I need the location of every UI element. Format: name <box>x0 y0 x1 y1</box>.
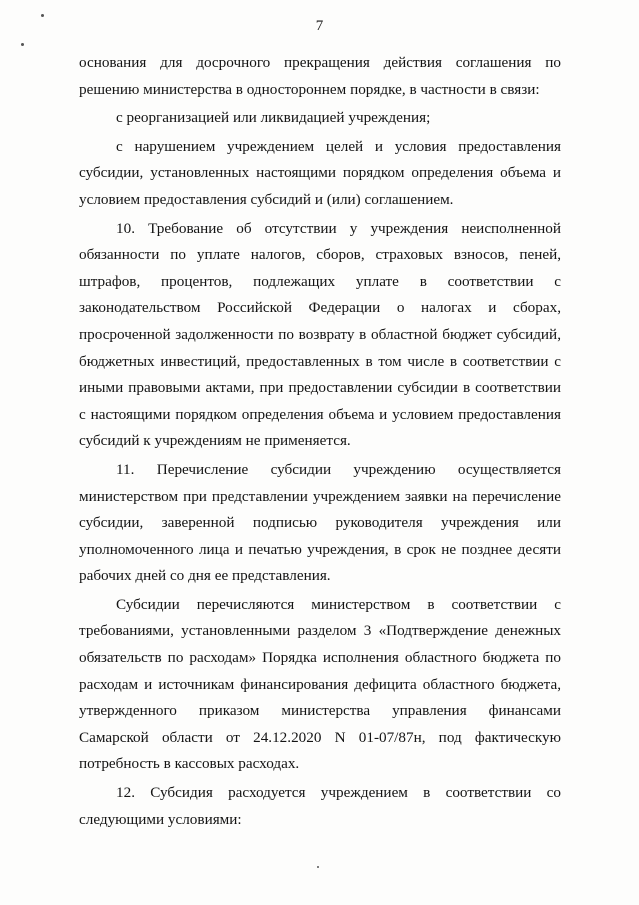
paragraph: 11. Перечисление субсидии учреждению осуществляется министерством при представлении учреждением заявки на перечисление субсидии, заверенной подписью руководителя учреждения или уполномоченного лица и печатью учреждения, в срок не позднее десяти рабочих дней со дня ее представления. <box>79 460 561 585</box>
paragraph: 10. Требование об отсутствии у учреждения неисполненной обязанности по уплате налогов, сборов, страховых взносов, пеней, штрафов, процентов, подлежащих уплате в соответствии с законодательством Российской Федерации о налогах и сборах, просроченной задолженности по возврату в областной бюджет субсидий, бюджетных инвестиций, предоставленных в том числе в соответствии с иными правовыми актами, при предоставлении субсидии в соответствии с настоящими порядком определения объема и условием предоставления субсидий к учреждениям не применяется. <box>79 219 561 450</box>
paragraph: с нарушением учреждением целей и условия предоставления субсидии, установленных настоящими порядком определения объема и условием предоставления субсидий и (или) соглашением. <box>79 137 561 208</box>
page-number: 7 <box>315 18 324 34</box>
paragraph: 12. Субсидия расходуется учреждением в соответствии со следующими условиями: <box>79 784 561 828</box>
scan-speck <box>41 14 44 17</box>
paragraph: Субсидии перечисляются министерством в соответствии с требованиями, установленными разделом 3 «Подтверждение денежных обязательств по расходам» Порядка исполнения областного бюджета по расходам и источникам финансирования дефицита областного бюджета, утвержденного приказом министерства управления финансами Самарской области от 24.12.2020 N 01-07/87н, под фактическую потребность в кассовых расходах. <box>79 595 561 773</box>
scan-speck <box>21 43 24 46</box>
paragraph: с реорганизацией или ликвидацией учреждения; <box>116 109 431 127</box>
paragraph: основания для досрочного прекращения действия соглашения по решению министерства в одностороннем порядке, в частности в связи: <box>79 54 561 98</box>
scan-speck <box>317 866 319 868</box>
document-body <box>79 50 561 833</box>
